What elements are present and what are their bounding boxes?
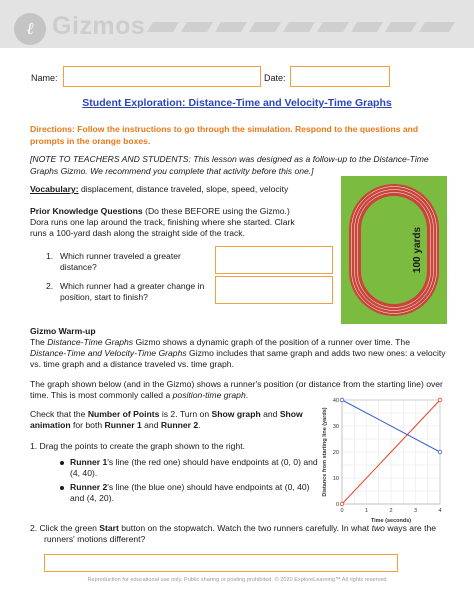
warmup-paragraph-1-line-3: vs. time graph and a distance traveled vs. time graph. [30,359,234,369]
bullet-icon [60,486,64,490]
text-segment: is 2. Turn on [159,409,212,419]
text-segment: 's line (the blue one) should have endpoints at (0, 40) [107,482,310,492]
y-axis-label: Distance from starting line (yards) [322,407,328,497]
prior-knowledge-body: Dora runs one lap around the track, finishing where she started. Clark runs a 100-yard dash along the straight side of the track. [30,217,295,238]
track-distance-label: 100 yards [412,226,423,274]
text-segment: and [260,409,280,419]
x-tick-label: 4 [438,508,442,514]
bullet-1-line-1 [70,457,318,468]
teacher-note: [NOTE TO TEACHERS AND STUDENTS: This lesson was designed as a follow-up to the Distance-Time Graphs Gizmo. We recommend you complete that activity before this one.] [30,154,429,176]
prior-knowledge-heading [30,206,290,216]
date-field[interactable] [290,66,390,87]
text-segment: Distance-Time Graphs [47,337,134,347]
text-segment: Runner 1 [104,420,142,430]
question-1-line2: distance? [60,262,97,272]
text-segment: ways are the [384,523,437,533]
name-label: Name: [31,73,58,83]
vocabulary-label: Vocabulary: [30,184,79,194]
text-segment: 2. Click the green [30,523,100,533]
text-segment: position-time graph [172,390,246,400]
step-2-line-2: runners' motions different? [44,534,146,544]
text-segment: Show [279,409,303,419]
series-2-point [438,450,442,454]
question-2-number: 2. [46,281,54,291]
text-segment: Runner 2 [160,420,199,430]
warmup-paragraph-2-line-2 [30,390,248,401]
bullet-2-line-1 [70,482,310,493]
question-2-line1: Which runner had a greater change in [60,281,205,291]
chart-svg [318,392,450,536]
header-stripe [385,22,417,32]
text-segment: . [245,390,249,400]
text-segment: time. This is most commonly called a [30,390,173,400]
page-title: Student Exploration: Distance-Time and Velocity-Time Graphs [82,97,392,109]
header-bar [0,0,474,48]
header-stripe [283,22,315,32]
y-tick-label: 10 [332,476,339,482]
x-tick-label: 0 [340,508,344,514]
text-segment: animation [30,420,71,430]
step-1-text: 1. Drag the points to create the graph shown to the right. [30,441,245,451]
header-stripe [181,22,213,32]
vocabulary-terms: displacement, distance traveled, slope, speed, velocity [78,184,289,194]
text-segment: two [371,523,385,533]
text-segment: button on the stopwatch. Watch the two runners carefully. In what [118,523,372,533]
text-segment: Start [99,523,119,533]
warmup-paragraph-2-line-1: The graph shown below (and in the Gizmo) shows a runner's position (or distance from the starting line) over [30,379,443,389]
header-stripe [419,22,455,32]
text-segment: The [30,337,48,347]
text-segment: Runner 1 [70,457,108,467]
header-stripe [215,22,247,32]
directions-text: Directions: Follow the instructions to go through the simulation. Respond to the questions and prompts in the orange boxes. [30,124,419,146]
brand-name: Gizmos [52,12,146,40]
x-tick-label: 2 [389,508,393,514]
warmup-paragraph-1-line-1 [30,337,410,348]
y-tick-label: 30 [332,424,339,430]
question-2-answer-box[interactable] [215,276,333,304]
bullet-2-line-2: and (4, 20). [70,493,114,503]
series-2-point [340,398,344,402]
warmup-paragraph-3-line-2 [30,420,201,431]
text-segment: Show graph [211,409,261,419]
warmup-paragraph-3-line-1 [30,409,303,420]
text-segment: Distance-Time and Velocity-Time Graphs [30,348,187,358]
header-stripe [351,22,383,32]
y-tick-label: 20 [332,450,339,456]
vocabulary-line [30,184,288,194]
series-1-point [438,398,442,402]
y-tick-label: 40 [332,398,339,404]
copyright-footer: Reproduction for educational use only. Public sharing or posting prohibited. © 2020 ExploreLearning™ All rights reserved [87,577,387,583]
question-1-line1: Which runner traveled a greater [60,251,181,261]
running-track-image [341,176,447,324]
y-tick-label: 0 [335,502,339,508]
text-segment: Gizmo shows a dynamic graph of the position of a runner over time. The [133,337,410,347]
name-field[interactable] [63,66,261,87]
question-1-number: 1. [46,251,54,261]
question-2-line2: position, start to finish? [60,292,148,302]
prior-knowledge-title: Prior Knowledge Questions [30,206,143,216]
header-stripe [249,22,281,32]
step-2-answer-box[interactable] [44,554,398,572]
warmup-heading: Gizmo Warm-up [30,326,96,336]
text-segment: Gizmo includes that same graph and adds two new ones: a velocity [186,348,446,358]
text-segment: 's line (the red one) should have endpoints at (0, 0) and [107,457,318,467]
header-stripe [317,22,349,32]
track-drawing [341,176,447,324]
text-segment: Check that the [30,409,88,419]
date-label: Date: [264,73,286,83]
bullet-icon [60,461,64,465]
series-1-point [340,502,344,506]
x-tick-label: 3 [413,508,418,514]
text-segment: for both [70,420,105,430]
gizmos-logo-icon: ℓ [14,13,46,45]
x-tick-label: 1 [364,508,369,514]
x-axis-label: Time (seconds) [370,518,412,524]
text-segment: and [141,420,161,430]
prior-knowledge-note: (Do these BEFORE using the Gizmo.) [142,206,290,216]
bullet-1-line-2: (4, 40). [70,468,98,478]
header-stripe [147,22,179,32]
text-segment: Runner 2 [70,482,108,492]
question-1-answer-box[interactable] [215,246,333,274]
position-time-chart [318,392,450,536]
warmup-paragraph-1-line-2 [30,348,446,359]
text-segment: Number of Points [87,409,160,419]
text-segment: . [198,420,201,430]
